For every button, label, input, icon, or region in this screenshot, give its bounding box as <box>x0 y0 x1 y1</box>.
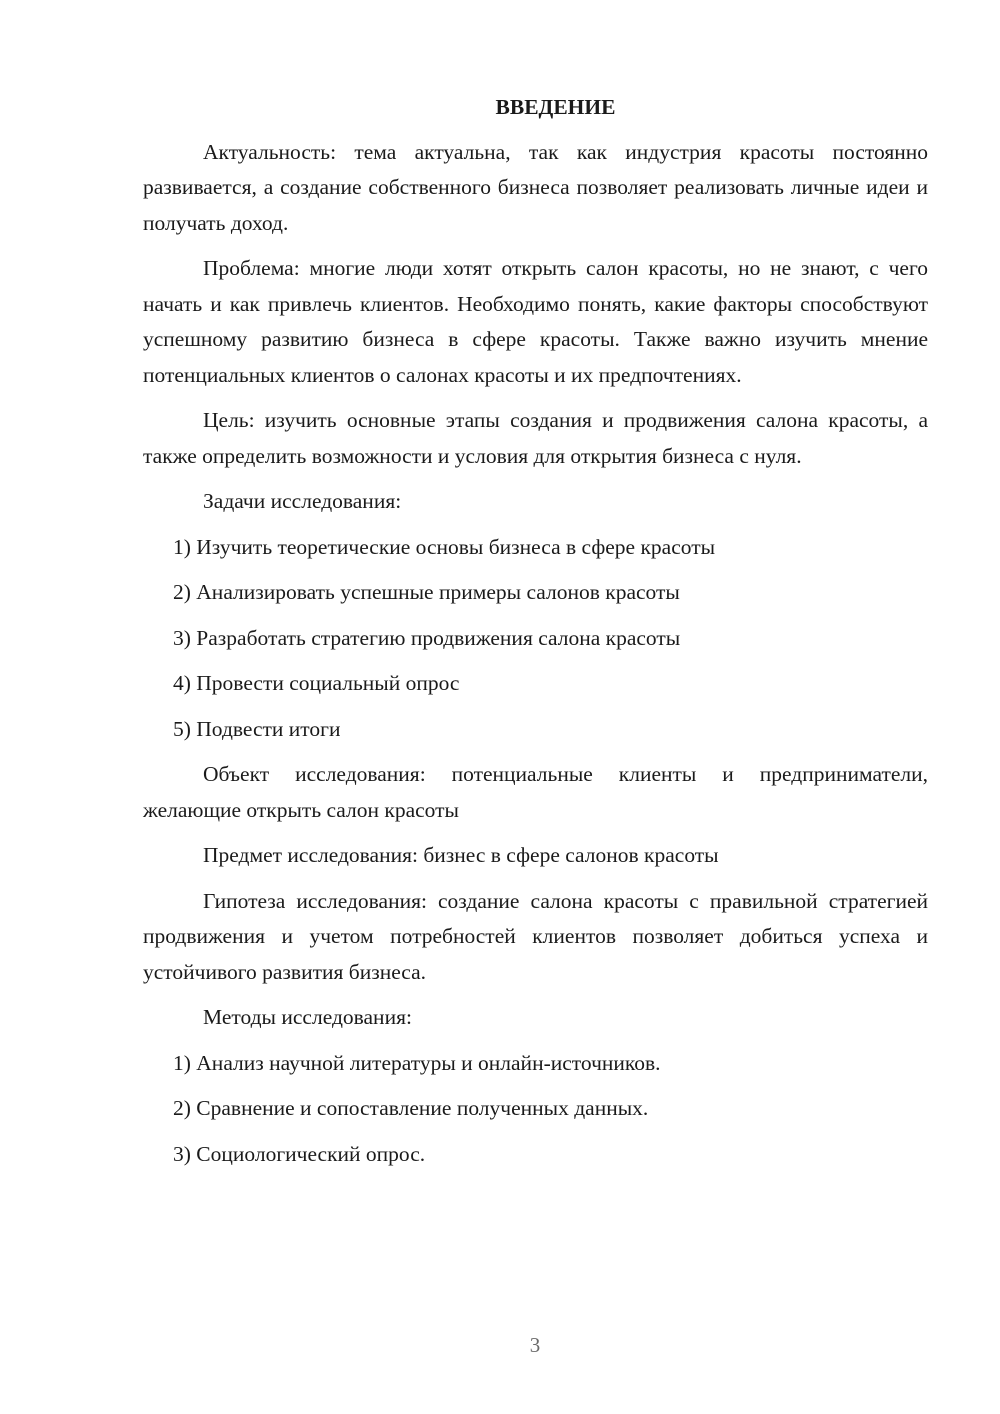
list-item: 5) Подвести итоги <box>173 716 341 741</box>
section-title: ВВЕДЕНИЕ <box>495 95 616 119</box>
tasks-heading: Задачи исследования: <box>203 489 402 513</box>
list-item: 4) Провести социальный опрос <box>173 671 460 695</box>
tasks-list <box>143 530 928 748</box>
hypothesis-paragraph: Гипотеза исследования: создание салона красоты с правильной стратегией продвижения и учетом потребностей клиентов позволяет добиться успеха и устойчивого развития бизнеса. <box>143 888 928 984</box>
list-item: 2) Анализировать успешные примеры салонов красоты <box>173 580 680 604</box>
relevance-paragraph: Актуальность: тема актуальна, так как индустрия красоты постоянно развивается, а создание собственного бизнеса позволяет реализовать личные идеи и получать доход. <box>143 139 928 235</box>
methods-list <box>143 1046 928 1173</box>
list-item: 1) Анализ научной литературы и онлайн-источников. <box>173 1050 661 1075</box>
list-item: 1) Изучить теоретические основы бизнеса в сфере красоты <box>173 534 716 559</box>
list-item: 3) Разработать стратегию продвижения салона красоты <box>173 625 681 650</box>
problem-paragraph: Проблема: многие люди хотят открыть салон красоты, но не знают, с чего начать и как привлечь клиентов. Необходимо понять, какие факторы способствуют успешному развитию бизнеса в сфере красоты. Также важно изучить мнение потенциальных клиентов о салонах красоты и их предпочтениях. <box>143 256 928 387</box>
subject-paragraph: Предмет исследования: бизнес в сфере салонов красоты <box>203 843 719 867</box>
methods-heading: Методы исследования: <box>203 1005 412 1029</box>
page-number: 3 <box>529 1333 541 1357</box>
list-item: 2) Сравнение и сопоставление полученных данных. <box>173 1096 649 1120</box>
object-paragraph: Объект исследования: потенциальные клиенты и предприниматели, желающие открыть салон красоты <box>143 762 928 822</box>
document-page <box>143 90 928 1182</box>
list-item: 3) Социологический опрос. <box>173 1141 426 1166</box>
goal-paragraph: Цель: изучить основные этапы создания и продвижения салона красоты, а также определить возможности и условия для открытия бизнеса с нуля. <box>143 408 928 468</box>
